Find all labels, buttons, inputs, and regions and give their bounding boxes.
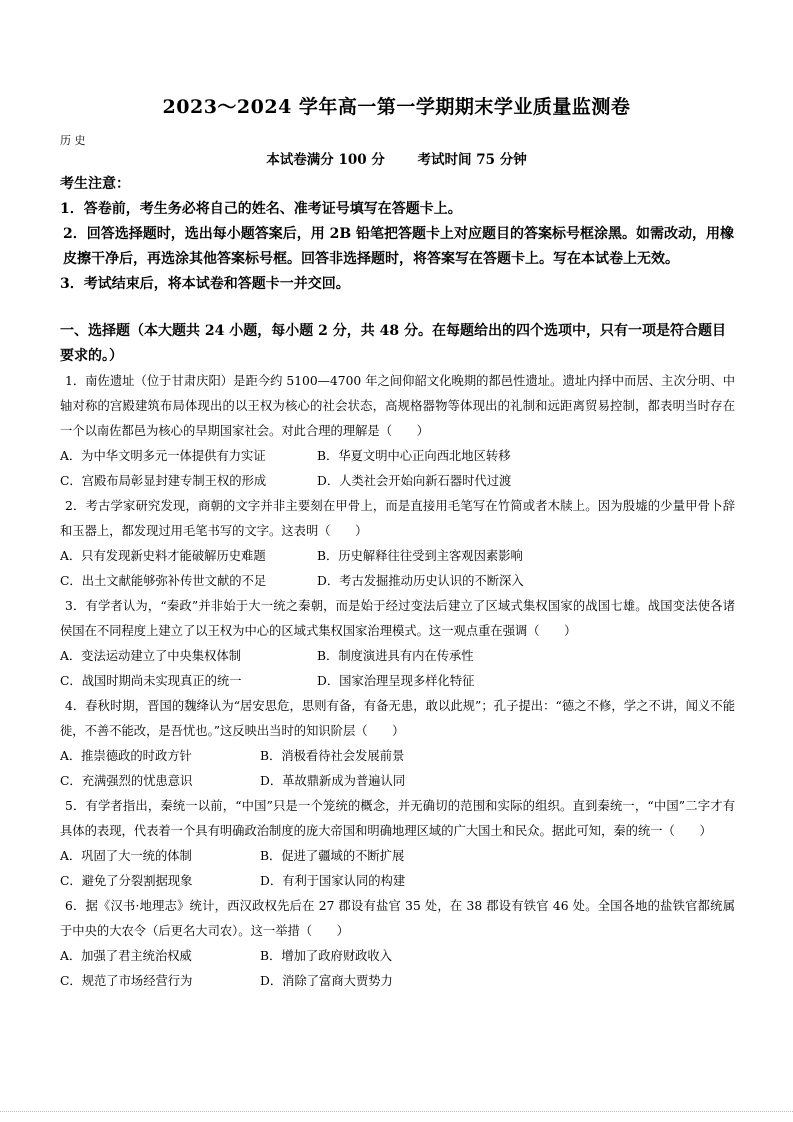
full-score: 本试卷满分 100 分 [266,152,385,168]
exam-title: 2023～2024 学年高一第一学期期末学业质量监测卷 [162,96,631,118]
option-b: B．增加了政府财政收入 [260,949,393,963]
notice-item: 1．答卷前，考生务必将自己的姓名、准考证号填写在答题卡上。 [60,201,462,217]
option-d: D．人类社会开始向新石器时代过渡 [317,474,512,488]
options [60,544,735,594]
options [60,744,735,794]
option-d: D．革故鼎新成为普遍认同 [260,774,406,788]
question-2 [60,494,735,594]
option-d: D．有利于国家认同的构建 [260,874,406,888]
options [60,844,735,894]
question-3 [60,594,735,694]
option-a: A．巩固了大一统的体制 [60,849,192,863]
options [60,644,735,694]
option-c: C．宫殿布局彰显封建专制王权的形成 [60,474,267,488]
option-d: D．国家治理呈现多样化特征 [317,674,475,688]
section-heading: 一、选择题（本大题共 24 小题，每小题 2 分，共 48 分。在每题给出的四个选项中，只有一项是符合题目要求的。） [60,323,726,364]
subject-label: 历 史 [60,134,86,147]
question-stem: 1．南佐遗址（位于甘肃庆阳）是距今约 5100—4700 年之间仰韶文化晚期的都邑性遗址。遗址内择中而居、主次分明、中轴对称的宫殿建筑布局体现出的以王权为核心的社会状态，高规格器物等体现出的礼制和远距离贸易控制，都表明当时存在一个以南佐都邑为核心的早期国家社会。对此合理的理解是（ ） [60,374,735,438]
option-c: C．战国时期尚未实现真正的统一 [60,674,242,688]
option-a: A．只有发现新史料才能破解历史难题 [60,549,266,563]
notice-item: 2．回答选择题时，选出每小题答案后，用 2B 铅笔把答题卡上对应题目的答案标号框涂黑。如需改动，用橡皮擦干净后，再选涂其他答案标号框。回答非选择题时，将答案写在答题卡上。写在本试卷上无效。 [63,226,735,267]
option-a: A．推崇德政的时政方针 [60,749,192,763]
question-stem: 2．考古学家研究发现，商朝的文字并非主要刻在甲骨上，而是直接用毛笔写在竹简或者木牍上。因为殷墟的少量甲骨卜辞和玉器上，都发现过用毛笔书写的文字。这表明（ ） [60,499,735,538]
question-stem: 6．据《汉书·地理志》统计，西汉政权先后在 27 郡设有盐官 35 处，在 38 郡设有铁官 46 处。全国各地的盐铁官都统属于中央的大农令（后更名大司农）。这一举措（ ） [60,899,735,938]
question-stem: 5．有学者指出，秦统一以前，“中国”只是一个笼统的概念，并无确切的范围和实际的组织。直到秦统一，“中国”二字才有具体的表现，代表着一个具有明确政治制度的庞大帝国和明确地理区域的广大国土和民众。据此可知，秦的统一（ ） [60,799,735,838]
option-a: A．为中华文明多元一体提供有力实证 [60,449,266,463]
question-stem: 4．春秋时期，晋国的魏绛认为“居安思危，思则有备，有备无患，敢以此规”；孔子提出：“德之不修，学之不讲，闻义不能徙，不善不能改，是吾忧也。”这反映出当时的知识阶层（ ） [60,699,735,738]
exam-time: 考试时间 75 分钟 [417,152,527,168]
option-c: C．避免了分裂割据现象 [60,874,193,888]
question-stem: 3．有学者认为，“秦政”并非始于大一统之秦朝，而是始于经过变法后建立了区域式集权国家的战国七雄。战国变法使各诸侯国在不同程度上建立了以王权为中心的区域式集权国家治理模式。这一观点重在强调（ ） [60,599,735,638]
option-b: B．消极看待社会发展前景 [260,749,405,763]
question-list [60,369,735,994]
question-5 [60,794,735,894]
notice-block [60,172,735,297]
option-a: A．加强了君主统治权威 [60,949,192,963]
option-b: B．历史解释往往受到主客观因素影响 [317,549,523,563]
option-d: D．消除了富商大贾势力 [260,974,393,988]
question-4 [60,694,735,794]
question-6 [60,894,735,994]
question-1 [60,369,735,494]
option-b: B．制度演进具有内在传承性 [317,649,474,663]
option-d: D．考古发掘推动历史认识的不断深入 [317,574,524,588]
page-bottom-rule [0,1111,793,1112]
options [60,944,735,994]
option-c: C．充满强烈的忧患意识 [60,774,193,788]
notice-item: 3．考试结束后，将本试卷和答题卡一并交回。 [60,276,350,292]
option-c: C．规范了市场经营行为 [60,974,193,988]
notice-heading: 考生注意： [60,176,130,192]
exam-info [0,148,793,168]
option-b: B．促进了疆域的不断扩展 [260,849,405,863]
option-c: C．出土文献能够弥补传世文献的不足 [60,574,267,588]
options [60,444,735,494]
option-a: A．变法运动建立了中央集权体制 [60,649,242,663]
option-b: B．华夏文明中心正向西北地区转移 [317,449,511,463]
